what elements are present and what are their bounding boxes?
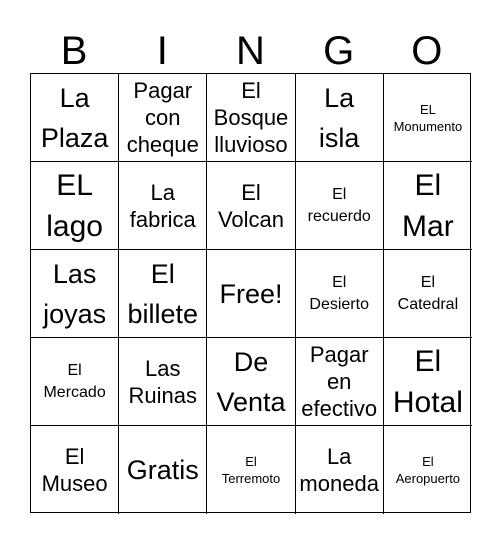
bingo-cell[interactable]: El Desierto [296,250,384,338]
header-letter-g: G [323,29,355,73]
board-row-1 [31,74,470,162]
header-letter-i: I [156,29,168,73]
bingo-cell[interactable]: El Aeropuerto [395,454,461,486]
bingo-cell[interactable]: El Hotal [384,338,472,426]
bingo-cell[interactable]: Free! [207,250,295,338]
bingo-cell[interactable]: La moneda [296,426,384,514]
bingo-cell[interactable]: Las joyas [31,250,119,338]
bingo-cell[interactable]: De Venta [207,338,295,426]
bingo-cell[interactable]: EL lago [31,162,119,250]
bingo-cell[interactable]: La Plaza [31,74,119,162]
bingo-cell[interactable]: El billete [119,250,207,338]
header-letter-n: N [236,29,265,73]
bingo-header [30,26,471,72]
bingo-board [30,73,471,513]
bingo-cell[interactable]: La fabrica [119,162,207,250]
bingo-cell[interactable]: El Mar [384,162,472,250]
bingo-cell[interactable]: Pagar con cheque [119,74,207,162]
board-row-4 [31,338,470,426]
header-letter-o: O [411,29,443,73]
bingo-cell[interactable]: El Catedral [384,250,472,338]
header-letter-b: B [60,29,88,73]
bingo-cell[interactable]: Pagar en efectivo [296,338,384,426]
bingo-cell[interactable]: El Mercado [31,338,119,426]
bingo-cell[interactable]: EL Monumento [384,74,472,162]
bingo-cell[interactable]: Las Ruinas [119,338,207,426]
board-row-5 [31,426,470,514]
bingo-cell[interactable]: El recuerdo [296,162,384,250]
bingo-cell[interactable]: El Bosque lluvioso [207,74,295,162]
bingo-cell[interactable]: El Terremoto [207,426,295,514]
bingo-cell[interactable]: El Museo [31,426,119,514]
bingo-cell[interactable]: La isla [296,74,384,162]
board-row-2 [31,162,470,250]
board-row-3 [31,250,470,338]
bingo-cell[interactable]: El Volcan [207,162,295,250]
bingo-cell[interactable]: Gratis [119,426,207,514]
